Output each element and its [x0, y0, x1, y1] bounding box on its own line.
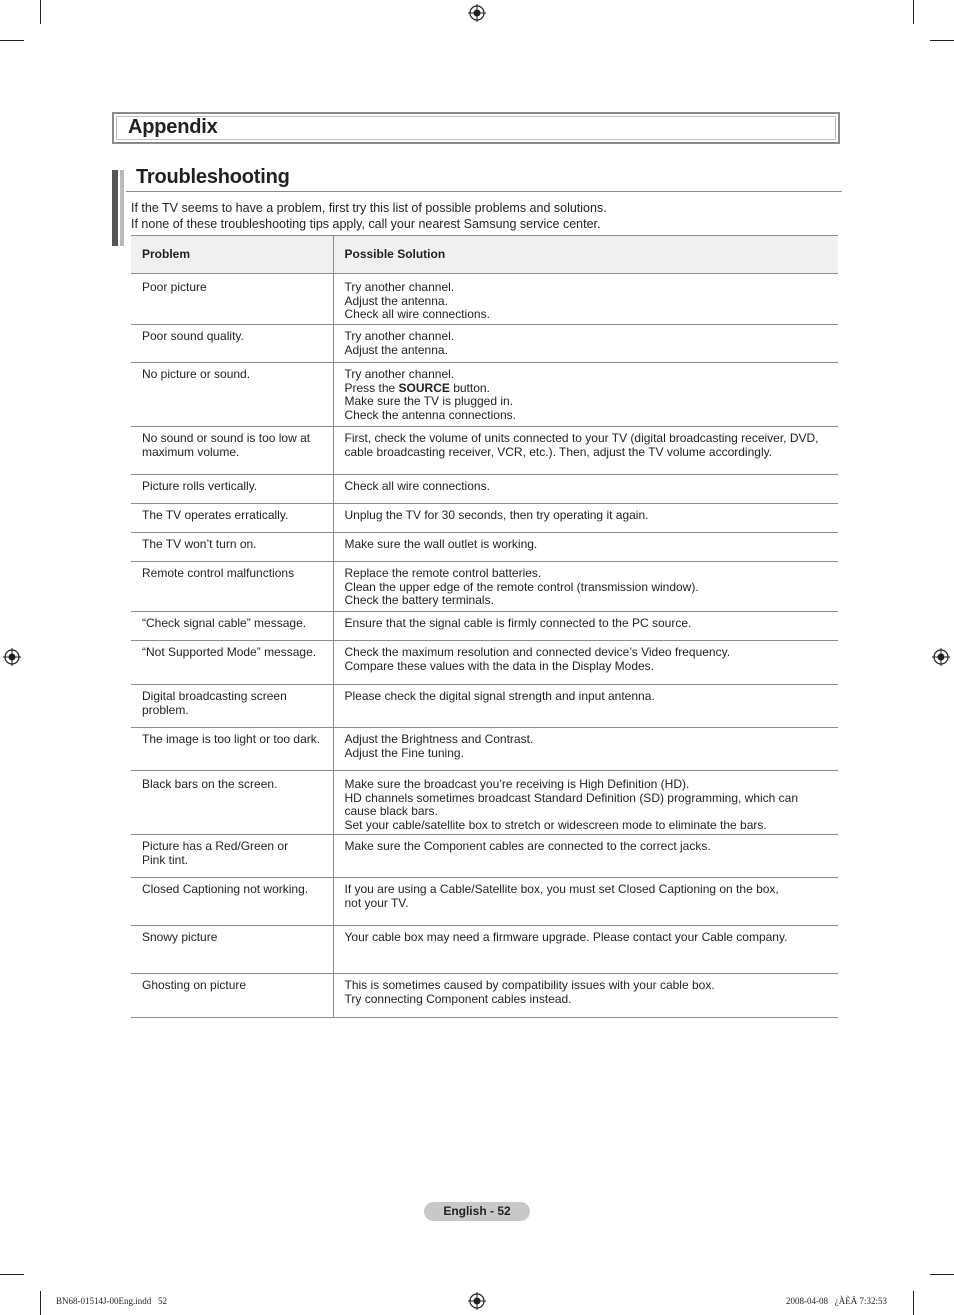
table-row — [131, 274, 838, 325]
solution-text: This is sometimes caused by compatibility issues with your cable box. — [344, 978, 715, 992]
crop-mark — [40, 0, 41, 24]
solution-cell — [333, 974, 838, 1018]
problem-cell — [131, 562, 333, 612]
crop-mark — [0, 40, 24, 41]
registration-mark-icon — [3, 648, 21, 666]
table-row — [131, 562, 838, 612]
table-row — [131, 685, 838, 728]
solution-text: Your cable box may need a firmware upgrade. Please contact your Cable company. — [344, 930, 788, 944]
solution-text: Adjust the antenna. — [344, 342, 448, 357]
solution-cell — [333, 325, 838, 363]
solution-cell — [333, 728, 838, 771]
problem-text: maximum volume. — [142, 444, 240, 459]
table-row — [131, 363, 838, 427]
crop-mark — [930, 1274, 954, 1275]
solution-text: Make sure the Component cables are connected to the correct jacks. — [344, 839, 711, 853]
header-problem: Problem — [131, 236, 333, 274]
problem-cell — [131, 685, 333, 728]
problem-cell — [131, 363, 333, 427]
table-row — [131, 835, 838, 878]
problem-text: “Not Supported Mode” message. — [142, 645, 317, 659]
solution-text: Make sure the broadcast you’re receiving is High Definition (HD). — [344, 777, 690, 791]
crop-mark — [913, 1291, 914, 1315]
problem-cell — [131, 325, 333, 363]
problem-text: No picture or sound. — [142, 367, 251, 381]
intro-text — [131, 200, 607, 232]
solution-cell — [333, 363, 838, 427]
source-button-label: SOURCE — [398, 380, 450, 395]
solution-text-part: button. — [449, 380, 490, 395]
solution-text: Compare these values with the data in the Display Modes. — [344, 658, 654, 673]
solution-cell — [333, 427, 838, 475]
problem-cell — [131, 771, 333, 835]
solution-cell — [333, 835, 838, 878]
section-title: Appendix — [128, 116, 218, 138]
problem-text: Snowy picture — [142, 930, 218, 944]
problem-text: The image is too light or too dark. — [142, 732, 321, 746]
table-row — [131, 771, 838, 835]
solution-text: Unplug the TV for 30 seconds, then try operating it again. — [344, 508, 649, 522]
solution-text: Try another channel. — [344, 367, 455, 381]
problem-cell — [131, 504, 333, 533]
solution-cell — [333, 685, 838, 728]
solution-cell — [333, 475, 838, 504]
solution-cell — [333, 562, 838, 612]
table-row — [131, 427, 838, 475]
table-row — [131, 974, 838, 1018]
problem-text: “Check signal cable” message. — [142, 616, 307, 630]
page-number-badge: English - 52 — [424, 1202, 530, 1221]
solution-text: Make sure the wall outlet is working. — [344, 537, 538, 551]
problem-text: No sound or sound is too low at — [142, 431, 311, 445]
problem-text: problem. — [142, 702, 189, 717]
problem-cell — [131, 427, 333, 475]
table-row — [131, 641, 838, 685]
problem-cell — [131, 878, 333, 926]
problem-cell — [131, 274, 333, 325]
registration-mark-icon — [468, 1292, 486, 1310]
solution-text: Check the antenna connections. — [344, 407, 516, 422]
registration-mark-icon — [468, 4, 486, 22]
problem-text: Pink tint. — [142, 852, 189, 867]
solution-cell — [333, 504, 838, 533]
solution-text: Adjust the antenna. — [344, 293, 448, 308]
solution-text: Replace the remote control batteries. — [344, 566, 542, 580]
section-header-box — [112, 112, 840, 144]
solution-text: Try another channel. — [344, 280, 455, 294]
crop-mark — [0, 1274, 24, 1275]
crop-mark — [913, 0, 914, 24]
solution-text: Set your cable/satellite box to stretch or widescreen mode to eliminate the bars. — [344, 817, 767, 832]
problem-cell — [131, 926, 333, 974]
problem-text: Poor picture — [142, 280, 207, 294]
solution-cell — [333, 274, 838, 325]
problem-text: Ghosting on picture — [142, 978, 247, 992]
solution-text: Check all wire connections. — [344, 307, 490, 322]
problem-text: Digital broadcasting screen — [142, 689, 287, 703]
solution-text: Check all wire connections. — [344, 479, 490, 493]
problem-cell — [131, 612, 333, 641]
problem-cell — [131, 641, 333, 685]
file-info: BN68-01514J-00Eng.indd 52 — [56, 1296, 167, 1306]
solution-text: First, check the volume of units connected to your TV (digital broadcasting receiver, DVD, — [344, 431, 819, 445]
solution-cell — [333, 612, 838, 641]
solution-cell — [333, 926, 838, 974]
heading-accent-bar — [120, 170, 124, 246]
solution-text: cause black bars. — [344, 804, 438, 819]
problem-text: Remote control malfunctions — [142, 566, 295, 580]
solution-text: Check the maximum resolution and connected device’s Video frequency. — [344, 645, 731, 659]
table-row — [131, 926, 838, 974]
solution-text: Clean the upper edge of the remote control (transmission window). — [344, 579, 699, 594]
problem-text: Closed Captioning not working. — [142, 882, 309, 896]
problem-text: The TV won’t turn on. — [142, 537, 257, 551]
page-title: Troubleshooting — [136, 166, 290, 188]
solution-text: Adjust the Fine tuning. — [344, 745, 464, 760]
intro-line: If none of these troubleshooting tips apply, call your nearest Samsung service center. — [131, 217, 601, 231]
solution-cell — [333, 878, 838, 926]
table-row — [131, 504, 838, 533]
problem-text: Picture rolls vertically. — [142, 479, 258, 493]
problem-cell — [131, 475, 333, 504]
table-row — [131, 475, 838, 504]
problem-cell — [131, 974, 333, 1018]
solution-text: Try connecting Component cables instead. — [344, 991, 572, 1006]
problem-cell — [131, 728, 333, 771]
heading-rule — [126, 191, 842, 192]
solution-text: Try another channel. — [344, 329, 455, 343]
solution-text: Ensure that the signal cable is firmly connected to the PC source. — [344, 616, 692, 630]
solution-text: Please check the digital signal strength and input antenna. — [344, 689, 655, 703]
problem-text: Black bars on the screen. — [142, 777, 278, 791]
solution-text — [345, 382, 833, 396]
problem-text: The TV operates erratically. — [142, 508, 289, 522]
problem-cell — [131, 533, 333, 562]
solution-text: Make sure the TV is plugged in. — [344, 394, 514, 409]
solution-text: Check the battery terminals. — [344, 593, 494, 608]
problem-text: Poor sound quality. — [142, 329, 244, 343]
table-row — [131, 612, 838, 641]
problem-text: Picture has a Red/Green or — [142, 839, 289, 853]
registration-mark-icon — [932, 648, 950, 666]
table-header-row — [131, 236, 838, 274]
table-row — [131, 325, 838, 363]
solution-text: HD channels sometimes broadcast Standard Definition (SD) programming, which can — [344, 790, 799, 805]
intro-line: If the TV seems to have a problem, first try this list of possible problems and solutions. — [131, 201, 607, 215]
header-solution: Possible Solution — [333, 236, 838, 274]
problem-cell — [131, 835, 333, 878]
crop-mark — [40, 1291, 41, 1315]
heading-accent-bar — [112, 170, 118, 246]
table-row — [131, 533, 838, 562]
print-timestamp: 2008-04-08 ¿ÀÈÄ 7:32:53 — [786, 1296, 887, 1306]
solution-text: not your TV. — [344, 895, 409, 910]
solution-text: cable broadcasting receiver, VCR, etc.). Then, adjust the TV volume accordingly. — [344, 444, 773, 459]
crop-mark — [930, 40, 954, 41]
troubleshooting-table — [131, 235, 838, 1018]
solution-text: Adjust the Brightness and Contrast. — [344, 732, 534, 746]
solution-cell — [333, 771, 838, 835]
solution-cell — [333, 641, 838, 685]
table-row — [131, 728, 838, 771]
table-row — [131, 878, 838, 926]
solution-text-part: Press the — [344, 380, 399, 395]
solution-text: If you are using a Cable/Satellite box, you must set Closed Captioning on the box, — [344, 882, 779, 896]
solution-cell — [333, 533, 838, 562]
